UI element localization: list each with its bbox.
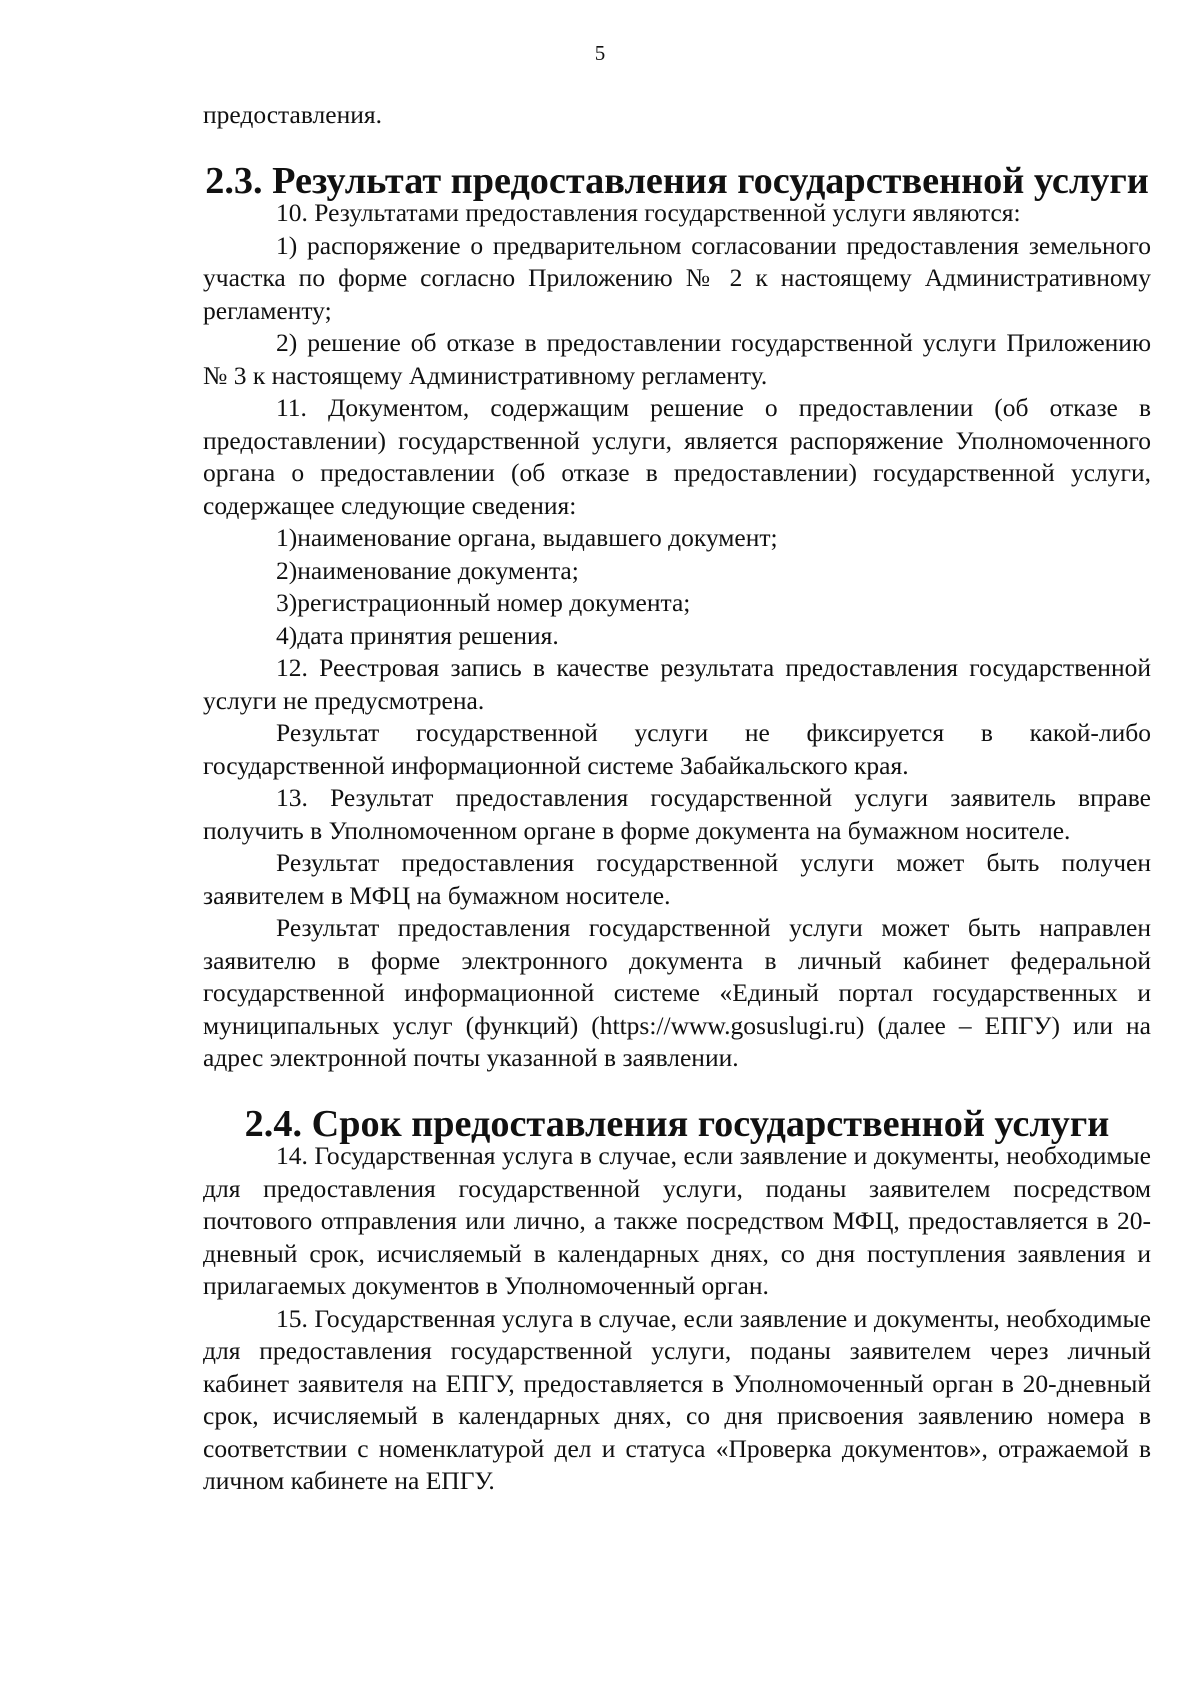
paragraph-11-item-2: 2)наименование документа; xyxy=(276,555,579,585)
page-number: 5 xyxy=(594,41,606,65)
section-heading-2-4: 2.4. Срок предоставления государственной услуги xyxy=(244,1102,1110,1145)
document-body xyxy=(203,99,1151,1498)
paragraph-12-note: Результат государственной услуги не фиксируется в какой-либо государственной информационной системе Забайкальского края. xyxy=(203,718,1151,780)
paragraph-14: 14. Государственная услуга в случае, если заявление и документы, необходимые для предоставления государственной услуги, поданы заявителем посредством почтового отправления или лично, а также посредством МФЦ, предоставляется в 20-дневный срок, исчисляемый в календарных днях, со дня поступления заявления и прилагаемых документов в Уполномоченный орган. xyxy=(203,1141,1151,1300)
paragraph-continuation: предоставления. xyxy=(203,100,382,129)
paragraph-10-item-1: 1) распоряжение о предварительном согласовании предоставления земельного участка по форме согласно Приложению № 2 к настоящему Административному регламенту; xyxy=(203,230,1151,325)
paragraph-11-item-3: 3)регистрационный номер документа; xyxy=(276,588,691,617)
paragraph-11-item-1: 1)наименование органа, выдавшего документ; xyxy=(276,523,778,552)
paragraph-13: 13. Результат предоставления государственной услуги заявитель вправе получить в Уполномоченном органе в форме документа на бумажном носителе. xyxy=(203,783,1151,845)
paragraph-15: 15. Государственная услуга в случае, если заявление и документы, необходимые для предоставления государственной услуги, поданы заявителем через личный кабинет заявителя на ЕПГУ, предоставляется в Уполномоченный орган в 20-дневный срок, исчисляемый в календарных днях, со дня присвоения заявлению номера в соответствии с номенклатурой дел и статуса «Проверка документов», отражаемой в личном кабинете на ЕПГУ. xyxy=(203,1303,1151,1495)
paragraph-13-mfc: Результат предоставления государственной услуги может быть получен заявителем в МФЦ на бумажном носителе. xyxy=(203,848,1151,910)
section-heading-2-3: 2.3. Результат предоставления государственной услуги xyxy=(205,159,1149,202)
paragraph-10-item-2: 2) решение об отказе в предоставлении государственной услуги Приложению № 3 к настоящему Административному регламенту. xyxy=(203,328,1151,390)
paragraph-11-item-4: 4)дата принятия решения. xyxy=(276,620,559,650)
paragraph-10: 10. Результатами предоставления государственной услуги являются: xyxy=(276,198,1021,227)
paragraph-13-epgu: Результат предоставления государственной услуги может быть направлен заявителю в форме электронного документа в личный кабинет федеральной государственной информационной системе «Единый портал государственных и муниципальных услуг (функций) (https://www.gosuslugi.ru) (далее – ЕПГУ) или на адрес электронной почты указанной в заявлении. xyxy=(203,913,1151,1072)
paragraph-11: 11. Документом, содержащим решение о предоставлении (об отказе в предоставлении) государственной услуги, является распоряжение Уполномоченного органа о предоставлении (об отказе в предоставлении) государственной услуги, содержащее следующие сведения: xyxy=(203,393,1151,520)
paragraph-12: 12. Реестровая запись в качестве результата предоставления государственной услуги не предусмотрена. xyxy=(203,653,1151,715)
